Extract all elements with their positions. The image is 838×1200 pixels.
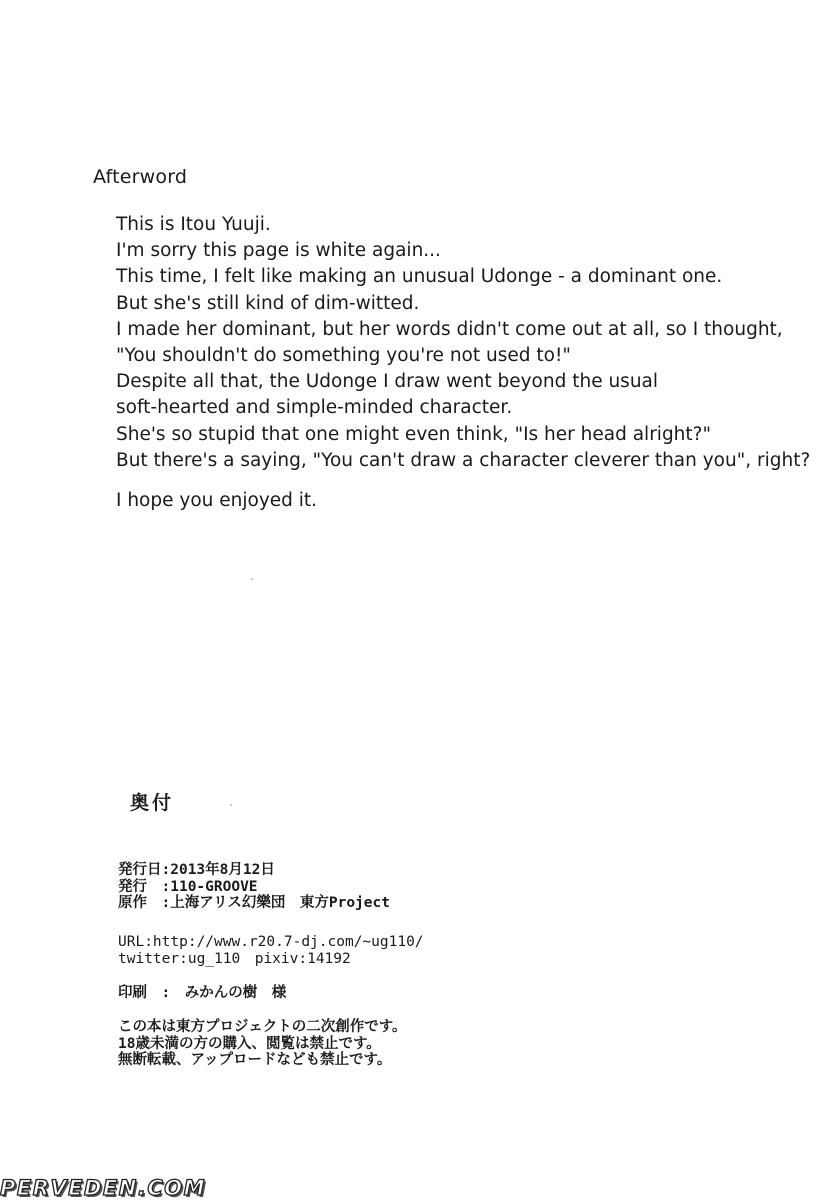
paper-speck <box>230 804 232 806</box>
legal-notice <box>118 1019 407 1069</box>
afterword-title: Afterword <box>93 166 188 188</box>
afterword-line: She's so stupid that one might even think, "Is her head alright?" <box>116 423 711 445</box>
afterword-line: This time, I felt like making an unusual Udonge - a dominant one. <box>116 266 723 288</box>
printer-line: 印刷 : みかんの樹 様 <box>118 985 287 1001</box>
colophon-heading: 奥付 <box>130 792 175 814</box>
afterword-line: This is Itou Yuuji. <box>116 214 271 235</box>
notice-line: 18歳未満の方の購入、閲覧は禁止です。 <box>118 1035 381 1052</box>
printer-info <box>118 985 286 1002</box>
site-watermark: PERVEDEN.COM <box>0 1176 206 1200</box>
afterword-line: I'm sorry this page is white again... <box>116 240 441 262</box>
original-work: 原作 :上海アリス幻樂団 東方Project <box>118 895 390 911</box>
afterword-line: I made her dominant, but her words didn't come out at all, so I thought, <box>116 318 783 340</box>
afterword-line: Despite all that, the Udonge I draw went beyond the usual <box>116 371 659 393</box>
publisher: 発行 :110-GROOVE <box>118 878 258 895</box>
afterword-line: But there's a saying, "You can't draw a character cleverer than you", right? <box>116 449 811 471</box>
afterword-line: But she's still kind of dim-witted. <box>116 292 420 314</box>
notice-line: この本は東方プロジェクトの二次創作です。 <box>118 1019 407 1035</box>
paper-speck <box>251 578 253 580</box>
website-url: URL:http://www.r20.7-dj.com/~ug110/ <box>118 934 424 950</box>
afterword-line: "You shouldn't do something you're not used to!" <box>116 344 571 366</box>
afterword-closing: I hope you enjoyed it. <box>116 490 318 511</box>
publication-date: 発行日:2013年8月12日 <box>118 862 275 878</box>
afterword-body <box>116 212 810 474</box>
contact-info <box>118 934 424 967</box>
afterword-line: soft-hearted and simple-minded character. <box>116 397 513 419</box>
notice-line: 無断転載、アップロードなども禁止です。 <box>118 1052 392 1068</box>
social-handles: twitter:ug_110 pixiv:14192 <box>118 950 351 967</box>
publication-info <box>118 862 390 912</box>
